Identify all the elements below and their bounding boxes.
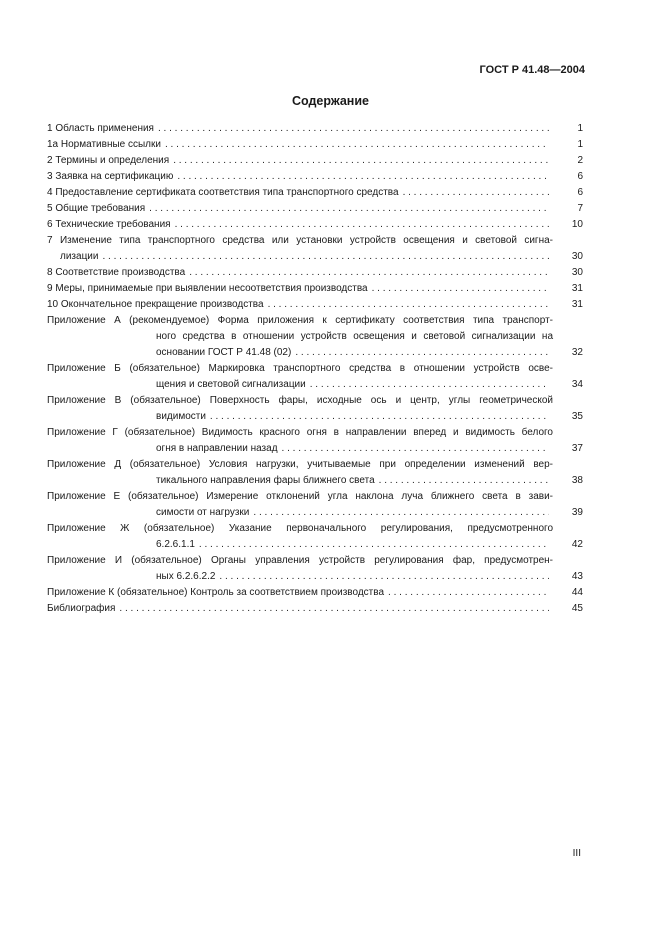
- toc-entry-text: Приложение Б (обязательное) Маркировка транспортного средства в отношении устройств осве-: [47, 363, 553, 374]
- toc-page-number: 6: [577, 171, 583, 182]
- table-of-contents: [47, 121, 583, 617]
- toc-entry-text: 8 Соответствие производства: [47, 267, 186, 278]
- toc-entry[interactable]: [47, 313, 583, 361]
- toc-entry[interactable]: [47, 281, 583, 297]
- toc-entry-text: 6.2.6.1.1: [156, 539, 195, 550]
- toc-entry-text: Приложение Д (обязательное) Условия нагрузки, учитываемые при определении изменений вер-: [47, 459, 553, 470]
- toc-entry[interactable]: [47, 425, 583, 457]
- toc-page-number: 34: [571, 379, 583, 390]
- toc-page-number: 44: [571, 587, 583, 598]
- leader-dots: [165, 137, 549, 153]
- leader-dots: [102, 249, 549, 265]
- toc-entry-text: 10 Окончательное прекращение производства: [47, 299, 264, 310]
- toc-page-number: 30: [571, 267, 583, 278]
- leader-dots: [403, 185, 549, 201]
- toc-entry-text: 2 Термины и определения: [47, 155, 170, 166]
- toc-entry-text: видимости: [156, 411, 206, 422]
- leader-dots: [210, 409, 549, 425]
- toc-entry-text: Приложение Е (обязательное) Измерение отклонений угла наклона луча ближнего света в зави-: [47, 491, 553, 502]
- leader-dots: [199, 537, 549, 553]
- leader-dots: [189, 265, 549, 281]
- toc-page-number: 2: [577, 155, 583, 166]
- leader-dots: [219, 569, 549, 585]
- toc-entry[interactable]: [47, 393, 583, 425]
- toc-entry[interactable]: [47, 585, 583, 601]
- toc-entry[interactable]: [47, 153, 583, 169]
- page-number: III: [572, 848, 581, 859]
- toc-entry-text: Приложение Ж (обязательное) Указание первоначального регулирования, предусмотренного: [47, 523, 553, 534]
- toc-page-number: 30: [571, 251, 583, 262]
- toc-entry-text: Приложение В (обязательное) Поверхность фары, исходные ось и центр, углы геометрической: [47, 395, 553, 406]
- leader-dots: [268, 297, 549, 313]
- toc-page-number: 6: [577, 187, 583, 198]
- toc-entry[interactable]: [47, 553, 583, 585]
- toc-page-number: 1: [577, 123, 583, 134]
- toc-entry[interactable]: [47, 457, 583, 489]
- toc-entry-text: тикального направления фары ближнего света: [156, 475, 375, 486]
- toc-entry[interactable]: [47, 137, 583, 153]
- toc-page-number: 31: [571, 299, 583, 310]
- toc-entry-text: лизации: [60, 251, 99, 262]
- toc-entry[interactable]: [47, 185, 583, 201]
- leader-dots: [119, 601, 549, 617]
- toc-entry-text: Приложение Г (обязательное) Видимость красного огня в направлении вперед и видимость белого: [47, 427, 553, 438]
- leader-dots: [175, 217, 549, 233]
- leader-dots: [379, 473, 549, 489]
- leader-dots: [158, 121, 549, 137]
- toc-page-number: 42: [571, 539, 583, 550]
- leader-dots: [149, 201, 549, 217]
- toc-page-number: 31: [571, 283, 583, 294]
- toc-page-number: 39: [571, 507, 583, 518]
- leader-dots: [282, 441, 549, 457]
- toc-page-number: 45: [571, 603, 583, 614]
- toc-entry-text: 9 Меры, принимаемые при выявлении несоответствия производства: [47, 283, 368, 294]
- toc-entry-text: Приложение И (обязательное) Органы управления устройств регулирования фар, предусмотрен-: [47, 555, 553, 566]
- toc-entry-text: симости от нагрузки: [156, 507, 250, 518]
- page-title: Содержание: [291, 94, 369, 108]
- toc-page-number: 7: [577, 203, 583, 214]
- toc-page-number: 35: [571, 411, 583, 422]
- toc-entry[interactable]: [47, 489, 583, 521]
- toc-entry-text: 1а Нормативные ссылки: [47, 139, 161, 150]
- toc-entry-text: огня в направлении назад: [156, 443, 278, 454]
- toc-entry[interactable]: [47, 217, 583, 233]
- toc-entry-text: щения и световой сигнализации: [156, 379, 306, 390]
- toc-entry-text: Библиография: [47, 603, 116, 614]
- toc-entry[interactable]: [47, 361, 583, 393]
- toc-entry[interactable]: [47, 297, 583, 313]
- leader-dots: [177, 169, 549, 185]
- leader-dots: [173, 153, 549, 169]
- leader-dots: [388, 585, 549, 601]
- toc-page-number: 1: [577, 139, 583, 150]
- toc-entry[interactable]: [47, 601, 583, 617]
- toc-entry[interactable]: [47, 121, 583, 137]
- document-code: ГОСТ Р 41.48—2004: [479, 64, 585, 76]
- toc-entry-text: 6 Технические требования: [47, 219, 171, 230]
- leader-dots: [310, 377, 549, 393]
- toc-entry-text: основании ГОСТ Р 41.48 (02): [156, 347, 292, 358]
- toc-entry-text: Приложение К (обязательное) Контроль за соответствием производства: [47, 587, 385, 598]
- toc-entry[interactable]: [47, 233, 583, 265]
- toc-entry[interactable]: [47, 201, 583, 217]
- toc-entry-text: ных 6.2.6.2.2: [156, 571, 216, 582]
- toc-entry-text: 4 Предоставление сертификата соответствия типа транспортного средства: [47, 187, 399, 198]
- toc-entry-text: Приложение А (рекомендуемое) Форма приложения к сертификату соответствия типа транспорт-: [47, 315, 553, 326]
- toc-entry[interactable]: [47, 265, 583, 281]
- toc-page-number: 37: [571, 443, 583, 454]
- toc-entry[interactable]: [47, 169, 583, 185]
- toc-entry-text: ного средства в отношении устройств освещения и световой сигнализации на: [156, 331, 553, 342]
- leader-dots: [372, 281, 549, 297]
- leader-dots: [295, 345, 549, 361]
- toc-page-number: 43: [571, 571, 583, 582]
- leader-dots: [253, 505, 549, 521]
- toc-entry[interactable]: [47, 521, 583, 553]
- toc-page-number: 10: [571, 219, 583, 230]
- toc-entry-text: 5 Общие требования: [47, 203, 146, 214]
- toc-page-number: 32: [571, 347, 583, 358]
- toc-entry-text: 7 Изменение типа транспортного средства или установки устройств освещения и световой сигна-: [47, 235, 553, 246]
- toc-entry-text: 1 Область применения: [47, 123, 154, 134]
- toc-entry-text: 3 Заявка на сертификацию: [47, 171, 174, 182]
- toc-page-number: 38: [571, 475, 583, 486]
